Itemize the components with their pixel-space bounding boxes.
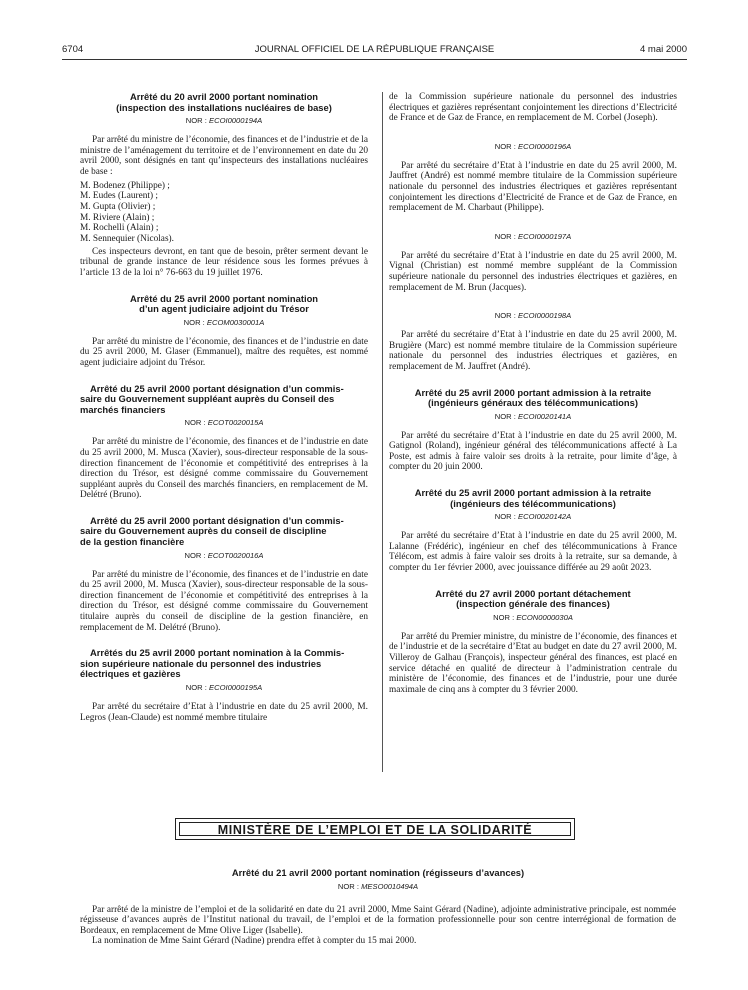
list-item: M. Sennequier (Nicolas). — [80, 234, 174, 245]
nor-code: ECOT0020015A — [207, 418, 264, 428]
list-item: M. Riviere (Alain) ; — [80, 212, 155, 223]
decree-retraite-lalanne — [389, 488, 677, 574]
nor-code: ECOI0000198A — [518, 311, 572, 321]
decree-body-continued: de la Commission supérieure nationale du personnel des industries électriques et gazières représentant conjointement les directions d’Electricité de France et de Gaz de France, en remplacement de M. Corbel (Joseph). — [389, 92, 677, 124]
nor-reference: NOR : ECOI0000198A — [494, 311, 572, 321]
nor-code: ECOI0000197A — [518, 231, 572, 241]
decree-title: Arrêté du 25 avril 2000 portant admission à la retraite (ingénieurs généraux des télécommunications) — [414, 386, 652, 409]
nor-code: ECOI0000196A — [518, 141, 572, 151]
list-item: M. Rochelli (Alain) ; — [80, 223, 159, 234]
decree-brugiere — [389, 311, 677, 372]
decree-title: Arrêté du 25 avril 2000 portant nomination d’un agent judiciaire adjoint du Trésor — [129, 292, 319, 315]
nor-reference: NOR : ECOI0000196A — [494, 141, 572, 151]
nor-code: ECOI0020141A — [518, 411, 572, 421]
decree-title: Arrêté du 25 avril 2000 portant désignation d’un commis- saire du Gouvernement auprès du conseil de discipline de la gestion financière — [80, 514, 344, 548]
decree-commissaire-discipline — [80, 516, 368, 633]
decree-title: Arrêté du 25 avril 2000 portant désignation d’un commis- saire du Gouvernement suppléant auprès du Conseil des marchés financiers — [80, 382, 344, 415]
decree-body: Par arrêté du ministre de l’économie, des finances et de l’industrie en date du 25 avril 2000, M. Musca (Xavier), sous-directeur responsable de la sous-direction financement de l’économie et compétitivité des entreprises à la direction du Trésor, est désigné comme commissaire du Gouvernement titulaire auprès du conseil de discipline de la gestion financière, en remplacement de M. Delétré (Bruno). — [80, 569, 368, 633]
nor-code: ECOM0030001A — [206, 317, 265, 327]
nor-reference: NOR : ECOT0020015A — [184, 418, 264, 428]
nor-reference: NOR : ECOI0000194A — [185, 116, 263, 126]
decree-body: Par arrêté du ministre de l’économie, des finances et de l’industrie et de la ministre de l’aménagement du territoire et de l’environnement en date du 20 avril 2000, sont désignés en tant qu’inspecteurs des installations nucléaires de base : — [80, 135, 368, 177]
nor-code: ECOT0020016A — [207, 550, 264, 560]
decree-body: Par arrêté du ministre de l’économie, des finances et de l’industrie en date du 25 avril 2000, M. Musca (Xavier), sous-directeur responsable de la sous-direction financement de l’économie et compétitivité des entreprises à la direction du Trésor, est désigné comme commissaire du Gouvernement suppléant auprès du Conseil des marchés financiers, en remplacement de M. Delétré (Bruno). — [80, 437, 368, 501]
list-item: M. Eudes (Laurent) ; — [80, 191, 158, 202]
decree-body: Par arrêté du secrétaire d’Etat à l’industrie en date du 25 avril 2000, M. Vignal (Christian) est nommé membre suppléant de la Commission supérieure nationale du personnel des industries électriques et gazières, en remplacement de M. Brun (Jacques). — [389, 250, 677, 293]
page-header — [62, 44, 687, 58]
list-item: M. Bodenez (Philippe) ; — [80, 180, 170, 191]
left-column — [80, 92, 368, 723]
decree-commissaire-cmf — [80, 384, 368, 501]
list-item: M. Gupta (Olivier) ; — [80, 201, 156, 212]
decree-agent-judiciaire — [80, 294, 368, 369]
nor-code: ECOI0020142A — [518, 512, 572, 522]
decree-body: Par arrêté du secrétaire d’Etat à l’industrie en date du 25 avril 2000, M. Gatignol (Roland), ingénieur général des télécommunications affecté à La Poste, est admis à faire valoir ses droits à la retraite, pour limite d’âge, à compter du 20 juin 2000. — [389, 430, 677, 473]
ministry-banner: MINISTÈRE DE L’EMPLOI ET DE LA SOLIDARITÉ — [175, 818, 575, 840]
decree-body: Par arrêté de la ministre de l’emploi et de la solidarité en date du 21 avril 2000, Mme Saint Gérard (Nadine), adjointe administrative principale, est nommée régisseuse d’avances auprès de l’Institut national du travail, de l’emploi et de la formation professionnelle pour son centre interrégional de formation de Bordeaux, en remplacement de Mme Olive Liger (Isabelle). — [80, 904, 676, 936]
nor-reference: NOR : ECOI0000195A — [185, 683, 263, 692]
nor-reference: NOR : ECOI0000197A — [494, 231, 572, 241]
decree-body: Ces inspecteurs devront, en tant que de besoin, prêter serment devant le tribunal de grande instance de leur résidence sous les formes prévues à l’article 13 de la loi n° 76-663 du 19 juillet 1976. — [80, 246, 368, 278]
nor-code: ECON0000030A — [516, 612, 573, 622]
decree-body: Par arrêté du secrétaire d’Etat à l’industrie en date du 25 avril 2000, M. Lalanne (Frédéric), ingénieur en chef des télécommunications à France Télécom, est admis à faire valoir ses droits à la retraite, sur sa demande, à compter du 1er février 2000, avec jouissance différée au 29 août 2023. — [389, 531, 677, 574]
decree-body: Par arrêté du secrétaire d’Etat à l’industrie en date du 25 avril 2000, M. Brugière (Marc) est nommé membre titulaire de la Commission supérieure nationale du personnel des industries électriques et gazières, en remplacement de M. Jauffret (André). — [389, 330, 677, 372]
header-rule — [62, 59, 687, 60]
decree-body: Par arrêté du ministre de l’économie, des finances et de l’industrie en date du 25 avril 2000, M. Glaser (Emmanuel), maître des requêtes, est nommé agent judiciaire adjoint du Trésor. — [80, 336, 368, 368]
nor-reference: NOR : ECOI0020141A — [494, 411, 572, 421]
right-column — [389, 92, 677, 695]
issue-date: 4 mai 2000 — [639, 44, 687, 55]
nor-reference: NOR : ECON0000030A — [493, 612, 573, 622]
decree-body: Par arrêté du secrétaire d’Etat à l’industrie en date du 25 avril 2000, M. Jauffret (André) est nommé membre titulaire de la Commission supérieure nationale du personnel des industries électriques et gazières représentant conjointement les directions d’Electricité de France et de Gaz de France, en remplacement de M. Charbaut (Philippe). — [389, 160, 677, 214]
nor-code: ECOI0000195A — [209, 683, 263, 692]
decree-title: Arrêté du 25 avril 2000 portant admission à la retraite (ingénieurs des télécommunications) — [414, 487, 652, 509]
decree-body: Par arrêté du secrétaire d’Etat à l’industrie en date du 25 avril 2000, M. Legros (Jean-Claude) est nommé membre titulaire — [80, 702, 368, 723]
decree-title: Arrêté du 21 avril 2000 portant nomination (régisseurs d’avances) — [231, 867, 525, 878]
decree-title — [80, 92, 368, 113]
decree-body: La nomination de Mme Saint Gérard (Nadine) prendra effet à compter du 15 mai 2000. — [92, 936, 417, 947]
title-line: Arrêté du 20 avril 2000 portant nomination — [129, 91, 319, 102]
decree-retraite-gatignol — [389, 388, 677, 474]
nor-code: MESO0010494A — [361, 881, 419, 891]
journal-title: JOURNAL OFFICIEL DE LA RÉPUBLIQUE FRANÇAISE — [254, 44, 495, 55]
column-divider — [382, 92, 383, 772]
nor-reference: NOR : MESO0010494A — [337, 881, 419, 891]
nor-code: ECOI0000194A — [209, 116, 263, 126]
page-number: 6704 — [62, 44, 84, 55]
nor-reference: NOR : ECOM0030001A — [183, 317, 265, 327]
inspector-list — [80, 181, 368, 245]
decree-detachement — [389, 589, 677, 696]
decree-jauffret — [389, 142, 677, 214]
title-line: (inspection des installations nucléaires de base) — [116, 101, 332, 113]
decree-vignal — [389, 232, 677, 293]
decree-title: Arrêté du 27 avril 2000 portant détachement (inspection générale des finances) — [435, 587, 631, 610]
nor-reference: NOR : ECOI0020142A — [494, 512, 572, 522]
nor-reference: NOR : ECOT0020016A — [184, 550, 264, 560]
decree-body: Par arrêté du Premier ministre, du ministre de l’économie, des finances et de l’industrie et de la secrétaire d’Etat au budget en date du 27 avril 2000, M. Villeroy de Galhau (François), inspecteur général des finances, est placé en service détaché en qualité de directeur à l’administration centrale du ministère de l’économie, des finances et de l’industrie, pour une durée maximale de cinq ans à compter du 3 février 2000. — [389, 631, 677, 695]
decree-title: Arrêtés du 25 avril 2000 portant nomination à la Commis- sion supérieure nationale du personnel des industries électriques et gazières — [80, 647, 345, 680]
decree-inspection-nucleaire — [80, 92, 368, 279]
decree-regisseurs — [80, 868, 676, 947]
decree-commission-superieure — [80, 648, 368, 723]
